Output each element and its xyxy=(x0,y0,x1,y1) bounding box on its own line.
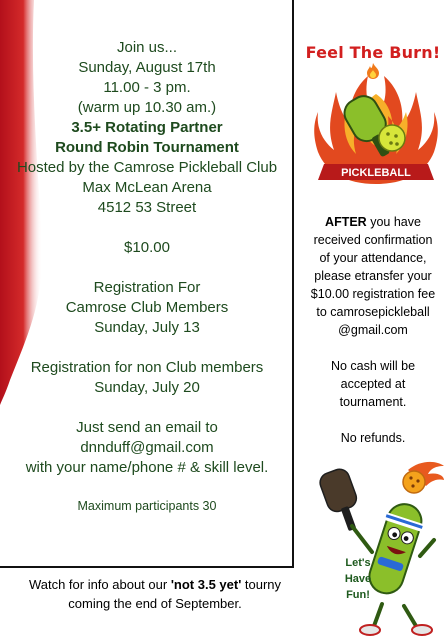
footer-line2: coming the end of September. xyxy=(68,596,242,611)
after-rest: you have xyxy=(366,215,421,229)
reg-nonmembers-date: Sunday, July 20 xyxy=(94,379,200,396)
join-text: Join us... xyxy=(116,39,178,56)
payment-line: $10.00 registration fee xyxy=(310,287,436,301)
event-title-line1: 3.5+ Rotating Partner xyxy=(71,119,223,136)
warmup-time: (warm up 10.30 am.) xyxy=(77,99,217,116)
feel-the-burn-text: Feel The Burn! xyxy=(305,43,441,62)
footer-line1-bold: 'not 3.5 yet' xyxy=(170,577,242,592)
cash-line: tournament. xyxy=(339,395,407,409)
reg-members-line1: Registration For xyxy=(93,279,201,296)
refunds-text: No refunds. xyxy=(340,431,406,445)
host-text: Hosted by the Camrose Pickleball Club xyxy=(16,159,278,176)
fun-text: Fun! xyxy=(346,589,370,601)
footer-note xyxy=(0,575,310,613)
event-title-line2: Round Robin Tournament xyxy=(55,139,239,156)
footer-line1-post: tourny xyxy=(241,577,282,592)
payment-line: please etransfer your xyxy=(314,269,432,283)
reg-members-line2: Camrose Club Members xyxy=(65,299,229,316)
logo-banner-text: PICKLEBALL xyxy=(341,167,411,179)
event-time: 11.00 - 3 pm. xyxy=(103,79,191,96)
payment-line: received confirmation xyxy=(313,233,433,247)
email-address: dnnduff@gmail.com xyxy=(80,439,214,456)
cash-line: No cash will be xyxy=(330,359,416,373)
footer-line1-pre: Watch for info about our xyxy=(28,577,171,592)
cash-line: accepted at xyxy=(340,377,406,391)
side-column xyxy=(300,0,446,640)
lets-text: Let's xyxy=(345,557,371,569)
reg-members-date: Sunday, July 13 xyxy=(94,319,200,336)
email-intro: Just send an email to xyxy=(76,419,218,436)
venue-text: Max McLean Arena xyxy=(82,179,212,196)
payment-line: @gmail.com xyxy=(338,323,408,337)
email-details: with your name/phone # & skill level. xyxy=(25,459,269,476)
payment-line: to camrosepickleball xyxy=(316,305,430,319)
have-text: Have xyxy=(344,573,372,585)
max-participants: Maximum participants 30 xyxy=(77,499,217,513)
payment-info xyxy=(300,213,446,447)
pickleball-logo-icon xyxy=(306,72,446,200)
event-date: Sunday, August 17th xyxy=(78,59,216,76)
pickle-mascot-icon xyxy=(312,456,446,640)
fee-text: $10.00 xyxy=(124,239,170,256)
address-text: 4512 53 Street xyxy=(97,199,197,216)
payment-line: of your attendance, xyxy=(319,251,427,265)
reg-nonmembers-text: Registration for non Club members xyxy=(30,359,264,376)
lets-have-fun-text xyxy=(338,555,378,603)
after-bold: AFTER xyxy=(325,215,367,229)
